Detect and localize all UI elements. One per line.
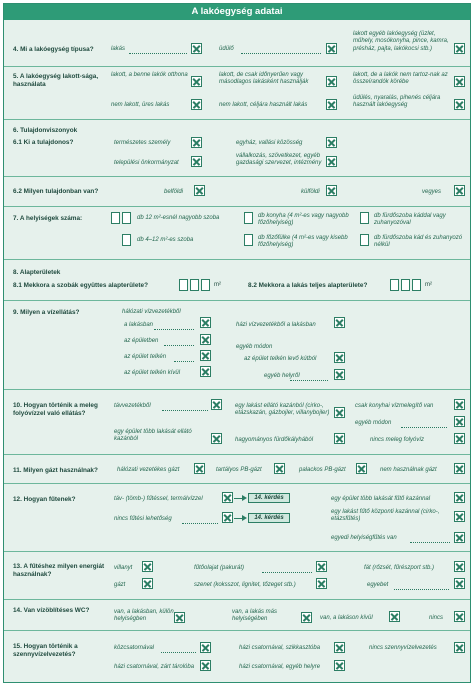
digit-box[interactable] — [390, 279, 399, 291]
q6-option-1: természetes személy — [114, 140, 171, 146]
q13-opt4-checkbox[interactable] — [142, 578, 153, 589]
q9-option-4: az épület telkén kívül — [124, 370, 181, 376]
q9-option-1: a lakásban — [124, 322, 154, 328]
q11-opt2-checkbox[interactable] — [274, 463, 285, 474]
dotted-leader — [290, 380, 328, 381]
q10-opt5-checkbox[interactable] — [211, 433, 222, 444]
q12-opt2-checkbox[interactable] — [222, 512, 233, 523]
q12-skip-arrow-1 — [234, 498, 242, 499]
q10-option-5: egy épület több lakását ellátó kazánból — [114, 429, 192, 443]
digit-box[interactable] — [201, 279, 210, 291]
q5-option-6: üdülés, nyaralás, pihenés céljára használt lakóegység — [353, 95, 441, 109]
q7-option-4: db főzőfülke (4 m²-es vagy kisebb főzőhelyiség) — [258, 235, 348, 249]
q11-opt1-checkbox[interactable] — [194, 463, 205, 474]
q12-label: 12. Hogyan fűtenek? — [13, 496, 76, 503]
q10-opt1-checkbox[interactable] — [211, 399, 222, 410]
q11-option-1: hálózati vezetékes gázt — [117, 467, 180, 473]
q15-opt4-checkbox[interactable] — [200, 660, 211, 671]
section-divider — [4, 483, 470, 484]
q7-label: 7. A helyiségek száma: — [13, 215, 83, 222]
section-divider — [4, 66, 470, 67]
section-divider — [4, 454, 470, 455]
q13-option-4: gázt — [114, 582, 126, 588]
q12-option-2: nincs fűtési lehetőség — [114, 516, 172, 522]
q9-option-6: az épület telkén levő kútból — [244, 356, 317, 362]
q9-option-2: az épületben — [124, 338, 159, 344]
q13-label: 13. A fűtéshez milyen energiát használnak? — [13, 563, 105, 578]
q15-opt1-checkbox[interactable] — [200, 642, 211, 653]
q15-option-1: közcsatornával — [114, 645, 155, 651]
q5-option-5: nem lakott, céljára használt lakás — [219, 102, 308, 108]
dotted-leader — [262, 572, 312, 573]
digit-box[interactable] — [401, 279, 410, 291]
q6-2-label: 6.2 Milyen tulajdonban van? — [13, 188, 99, 195]
q12-option-5: egyedi helyiségfűtés van — [331, 535, 397, 541]
q14-opt1-checkbox[interactable] — [174, 612, 185, 623]
digit-box[interactable] — [190, 279, 199, 291]
q8-1-unit: m² — [214, 282, 221, 288]
q12-option-4: egy lakást fűtő központi kazánnal (cirko-, etázsfűtés) — [331, 509, 440, 523]
q13-option-2: fűtőolajat (pakurát) — [194, 565, 245, 571]
digit-box[interactable] — [179, 279, 188, 291]
q13-option-1: villanyt — [114, 565, 133, 571]
q8-1-label: 8.1 Mekkora a szobák együttes alapterülete? — [13, 282, 148, 289]
q11-option-3: palackos PB-gázt — [299, 467, 346, 473]
q15-label: 15. Hogyan történik a szennyvízelvezetés? — [13, 643, 78, 658]
digit-box[interactable] — [244, 234, 253, 246]
dotted-leader — [129, 53, 187, 54]
q12-opt4-checkbox[interactable] — [454, 511, 465, 522]
q6-option-3: települési önkormányzat — [114, 160, 179, 166]
q15-option-5: házi csatornával, egyéb helyre — [239, 664, 321, 670]
q15-opt2-checkbox[interactable] — [334, 642, 345, 653]
q5-option-2: lakott, de csak időnyerűen vagy másodlagos lakásként használják — [219, 72, 309, 86]
dotted-leader — [241, 53, 321, 54]
q4-udulo-checkbox[interactable] — [326, 43, 337, 54]
q9-option-5: házi vízvezetékből a lakásban — [236, 322, 316, 328]
q14-option-4: nincs — [429, 615, 444, 621]
q10-opt4-checkbox[interactable] — [454, 416, 465, 427]
q6-opt3-checkbox[interactable] — [191, 156, 202, 167]
section-divider — [4, 300, 470, 301]
digit-box[interactable] — [412, 279, 421, 291]
dotted-leader — [401, 427, 447, 428]
digit-box[interactable] — [244, 212, 253, 224]
q5-option-4: nem lakott, üres lakás — [111, 102, 170, 108]
q7-option-6: db fürdőszoba kád és zuhanyozó nélkül — [374, 235, 463, 249]
dotted-leader — [161, 652, 196, 653]
q14-option-1: van, a lakásban, külön helyiségben — [114, 609, 174, 623]
q7-option-5: db fürdőszoba káddal vagy zuhanyozóval — [374, 213, 446, 227]
q12-opt1-checkbox[interactable] — [222, 492, 233, 503]
section-divider — [4, 206, 470, 207]
q13-opt5-checkbox[interactable] — [316, 578, 327, 589]
q4-label: 4. Mi a lakóegység típusa? — [13, 46, 94, 53]
q12-option-1: táv- (tömb-) fűtéssel, termálvízzel — [114, 496, 203, 502]
q14-label: 14. Van vízöblítéses WC? — [13, 607, 90, 614]
dotted-leader — [174, 361, 194, 362]
q9-option-3: az épület telkén — [124, 354, 167, 360]
q62-option-2: külföldi — [301, 189, 320, 195]
q6-label: 6. Tulajdonviszonyok — [13, 127, 78, 134]
q6-opt4-checkbox[interactable] — [326, 156, 337, 167]
q13-opt3-checkbox[interactable] — [454, 561, 465, 572]
q14-option-2: van, a lakás más helyiségében — [232, 609, 278, 623]
section-divider — [4, 389, 470, 390]
q62-opt2-checkbox[interactable] — [326, 185, 337, 196]
q62-opt1-checkbox[interactable] — [194, 185, 205, 196]
q62-option-1: belföldi — [164, 189, 184, 195]
q6-opt2-checkbox[interactable] — [326, 137, 337, 148]
dotted-leader — [164, 345, 194, 346]
q10-opt3-checkbox[interactable] — [454, 399, 465, 410]
section-divider — [4, 599, 470, 600]
q14-opt2-checkbox[interactable] — [301, 612, 312, 623]
q14-option-3: van, a lakáson kívül — [320, 615, 373, 621]
q4-egyeb-checkbox[interactable] — [454, 43, 465, 54]
q14-opt3-checkbox[interactable] — [389, 611, 400, 622]
q5-opt3-checkbox[interactable] — [454, 76, 465, 87]
q9-opt7-checkbox[interactable] — [334, 369, 345, 380]
form-title: A lakóegység adatai — [4, 4, 470, 20]
q11-option-2: tartályos PB-gázt — [216, 467, 262, 473]
q9-opt6-checkbox[interactable] — [334, 352, 345, 363]
section-divider — [4, 259, 470, 260]
q10-option-7: nincs meleg folyóvíz — [370, 437, 425, 443]
q15-option-3: nincs szennyvízelvezetés — [369, 645, 437, 651]
q10-option-3: csak konyhai vízmelegítő van — [355, 403, 434, 409]
q5-opt5-checkbox[interactable] — [326, 99, 337, 110]
q11-option-4: nem használnak gázt — [380, 467, 437, 473]
q7-option-2: db 4–12 m²-es szoba — [137, 237, 194, 243]
q8-label: 8. Alapterületek — [13, 269, 61, 276]
q15-opt3-checkbox[interactable] — [454, 642, 465, 653]
q10-option-1: távvezetékből — [114, 403, 151, 409]
q5-opt4-checkbox[interactable] — [191, 99, 202, 110]
q15-opt5-checkbox[interactable] — [334, 660, 345, 671]
q13-opt6-checkbox[interactable] — [454, 578, 465, 589]
q7-option-3: db konyha (4 m²-es vagy nagyobb főzőhelyiség) — [258, 213, 349, 227]
q7-option-1: db 12 m²-esnél nagyobb szoba — [137, 215, 220, 221]
q8-2-unit: m² — [425, 282, 432, 288]
q6-opt1-checkbox[interactable] — [191, 137, 202, 148]
dotted-leader — [182, 523, 218, 524]
q4-option-udulo: üdülő — [219, 46, 234, 52]
q5-label: 5. A lakóegység lakott-sága, használata — [13, 73, 99, 88]
q9-opt5-checkbox[interactable] — [334, 317, 345, 328]
section-divider — [4, 119, 470, 120]
q11-label: 11. Milyen gázt használnak? — [13, 467, 98, 474]
q62-option-3: vegyes — [422, 189, 442, 195]
lakoegyseg-form — [3, 3, 471, 683]
q11-opt3-checkbox[interactable] — [356, 463, 367, 474]
q6-1-label: 6.1 Ki a tulajdonos? — [13, 139, 74, 146]
q10-option-2: egy lakást ellátó kazánból (cirko-, etázskazán, gázbojler, villanybojler) — [235, 403, 330, 417]
q62-opt3-checkbox[interactable] — [454, 185, 465, 196]
q5-opt6-checkbox[interactable] — [454, 99, 465, 110]
q12-option-3: egy épület több lakását fűtő kazánnal — [331, 496, 431, 502]
q6-option-4: vállalkozás, szövetkezet, egyéb gazdasági szervezet, intézmény — [236, 153, 322, 167]
q5-option-3: lakott, de a lakók nem tartoz-nak az összeírandók körébe — [353, 72, 448, 86]
section-divider — [4, 176, 470, 177]
q9-opt1-checkbox[interactable] — [200, 317, 211, 328]
q9-label: 9. Milyen a vízellátás? — [13, 309, 80, 316]
q15-option-4: házi csatornával, zárt tárolóba — [114, 664, 195, 670]
dotted-leader — [394, 589, 449, 590]
q8-2-label: 8.2 Mekkora a lakás teljes alapterülete? — [248, 282, 368, 289]
q4-option-egyeb: lakott egyéb lakóegység (üzlet, műhely, mosókonyha, pince, kamra, présház, pajta, lakókocsi stb.) — [353, 31, 449, 52]
q12-skip-label-2: 14. kérdés — [248, 513, 290, 523]
q10-opt7-checkbox[interactable] — [454, 433, 465, 444]
q12-opt5-checkbox[interactable] — [454, 532, 465, 543]
q10-option-4: egyéb módon — [355, 420, 392, 426]
dotted-leader — [410, 542, 450, 543]
digit-box[interactable] — [360, 212, 369, 224]
q9-opt3-checkbox[interactable] — [200, 350, 211, 361]
q6-option-2: egyház, vallási közösség — [236, 140, 303, 146]
q13-opt2-checkbox[interactable] — [316, 561, 327, 572]
q9-opt4-checkbox[interactable] — [200, 366, 211, 377]
q5-option-1: lakott, a benne lakók otthona — [111, 72, 188, 78]
q14-opt4-checkbox[interactable] — [454, 611, 465, 622]
q13-option-6: egyebet — [367, 582, 389, 588]
q12-opt3-checkbox[interactable] — [454, 492, 465, 503]
q9-option-7: egyéb helyről — [264, 373, 300, 379]
q15-option-2: házi csatornával, szikkasztóba — [239, 645, 321, 651]
q13-opt1-checkbox[interactable] — [142, 561, 153, 572]
q9-opt2-checkbox[interactable] — [200, 334, 211, 345]
q10-opt6-checkbox[interactable] — [334, 433, 345, 444]
dotted-leader — [162, 410, 208, 411]
q12-skip-label-1: 14. kérdés — [248, 493, 290, 503]
digit-box[interactable] — [122, 234, 131, 246]
q10-option-6: hagyományos fürdőkályhából — [235, 437, 314, 443]
digit-box[interactable] — [111, 212, 120, 224]
q4-option-lakas: lakás — [111, 46, 126, 52]
dotted-leader — [154, 329, 194, 330]
q13-option-5: szenet (koksszot, lignitet, tőzeget stb.) — [194, 582, 296, 588]
q9-header-1: hálózati vízvezetékből — [122, 309, 181, 315]
section-divider — [4, 630, 470, 631]
q9-header-2: egyéb módon — [236, 344, 273, 350]
digit-box[interactable] — [360, 234, 369, 246]
q4-lakas-checkbox[interactable] — [191, 43, 202, 54]
q10-opt2-checkbox[interactable] — [334, 407, 345, 418]
q12-skip-arrow-2 — [234, 518, 242, 519]
q10-label: 10. Hogyan történik a meleg folyóvízzel való ellátás? — [13, 402, 98, 417]
digit-box[interactable] — [122, 212, 131, 224]
q11-opt4-checkbox[interactable] — [454, 463, 465, 474]
section-divider — [4, 551, 470, 552]
q13-option-3: fát (rőzsét, fűrészport stb.) — [364, 565, 435, 571]
q5-opt1-checkbox[interactable] — [191, 76, 202, 87]
q5-opt2-checkbox[interactable] — [326, 76, 337, 87]
